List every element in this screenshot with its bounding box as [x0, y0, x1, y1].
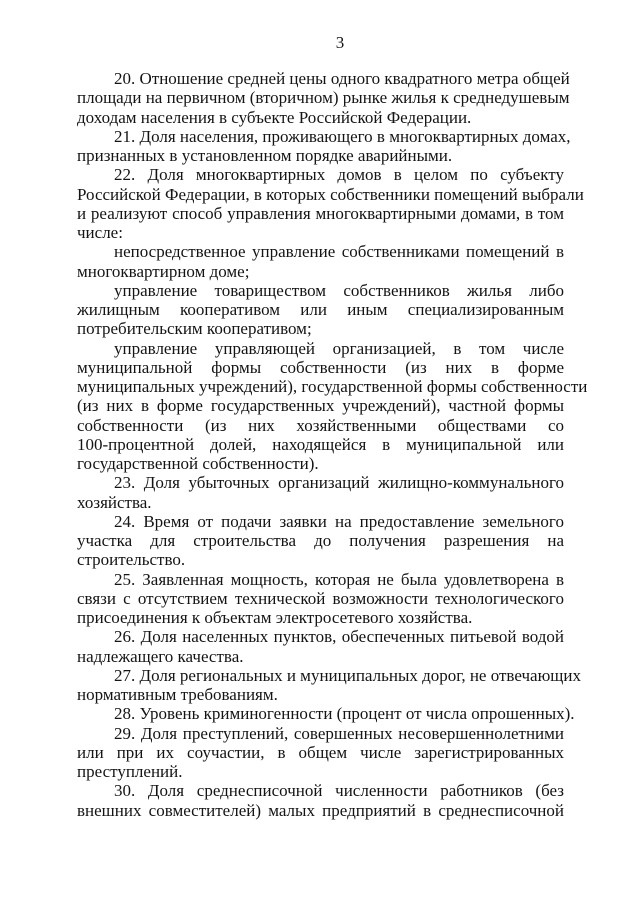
text-line: 23. Доля убыточных организаций жилищно-коммунального	[114, 473, 564, 493]
text-line: 100-процентной долей, находящейся в муниципальной или	[77, 434, 564, 454]
text-line: доходам населения в субъекте Российской Федерации.	[77, 107, 472, 127]
text-line: 30. Доля среднесписочной численности работников (без	[114, 781, 564, 801]
text-line: собственности (из них хозяйственными обществами со	[77, 415, 564, 435]
text-line: числе:	[77, 223, 123, 242]
text-line: непосредственное управление собственниками помещений в	[114, 242, 564, 262]
text-line: 20. Отношение средней цены одного квадратного метра общей	[114, 69, 570, 88]
paragraph-item-21	[77, 126, 571, 166]
text-line: преступлений.	[77, 762, 183, 781]
paragraph-item-25	[77, 570, 564, 628]
text-line: управление управляющей организацией, в том числе	[114, 338, 564, 358]
text-line: муниципальных учреждений), государственной формы собственности	[77, 377, 588, 396]
text-line: жилищным кооперативом или иным специализированным	[77, 300, 564, 319]
paragraph-item-26	[77, 627, 564, 666]
text-line: 26. Доля населенных пунктов, обеспеченных питьевой водой	[114, 627, 564, 647]
text-line: муниципальной формы собственности (из них в форме	[77, 357, 564, 377]
text-line: присоединения к объектам электросетевого хозяйства.	[77, 608, 473, 627]
text-line: управление товариществом собственников жилья либо	[114, 280, 564, 300]
text-line: признанных в установленном порядке аварийными.	[77, 146, 453, 165]
text-line: 22. Доля многоквартирных домов в целом по субъекту	[114, 165, 564, 185]
text-line: связи с отсутствием технической возможности технологического	[77, 588, 564, 608]
paragraph-item-22-direct	[77, 242, 564, 281]
text-line: строительство.	[77, 550, 186, 570]
paragraph-item-22-hoa	[77, 281, 564, 339]
paragraph-item-30	[77, 781, 564, 820]
paragraph-item-22-mgmt-org	[77, 338, 588, 474]
paragraph-item-27	[77, 665, 581, 705]
text-line: нормативным требованиям.	[77, 685, 278, 704]
text-line: многоквартирном доме;	[77, 261, 250, 281]
text-line: внешних совместителей) малых предприятий в среднесписочной	[77, 800, 564, 820]
text-line: 21. Доля населения, проживающего в многоквартирных домах,	[114, 126, 571, 146]
text-line: 29. Доля преступлений, совершенных несовершеннолетними	[114, 723, 564, 743]
paragraph-item-29	[77, 724, 564, 782]
paragraph-item-24	[77, 512, 564, 570]
text-line: 25. Заявленная мощность, которая не была удовлетворена в	[114, 569, 564, 589]
paragraph-item-28	[77, 704, 575, 724]
text-line: хозяйства.	[77, 492, 152, 512]
text-line: или при их соучастии, в общем числе зарегистрированных	[77, 742, 564, 762]
text-line: участка для строительства до получения разрешения на	[77, 531, 564, 550]
text-line: потребительским кооперативом;	[77, 319, 312, 339]
page-number: 3	[335, 33, 345, 52]
paragraph-item-22	[77, 165, 584, 242]
text-line: 24. Время от подачи заявки на предоставление земельного	[114, 511, 564, 531]
text-line: 27. Доля региональных и муниципальных дорог, не отвечающих	[114, 665, 581, 685]
text-line: 28. Уровень криминогенности (процент от числа опрошенных).	[114, 704, 575, 724]
text-line: (из них в форме государственных учреждений), частной формы	[77, 396, 564, 416]
text-line: государственной собственности).	[77, 454, 319, 473]
text-line: площади на первичном (вторичном) рынке жилья к среднедушевым	[77, 88, 570, 108]
text-line: и реализуют способ управления многоквартирными домами, в том	[77, 203, 564, 223]
text-line: надлежащего качества.	[77, 646, 244, 666]
paragraph-item-20	[77, 69, 570, 127]
text-line: Российской Федерации, в которых собственники помещений выбрали	[77, 184, 584, 204]
document-body	[77, 69, 588, 820]
paragraph-item-23	[77, 473, 564, 512]
